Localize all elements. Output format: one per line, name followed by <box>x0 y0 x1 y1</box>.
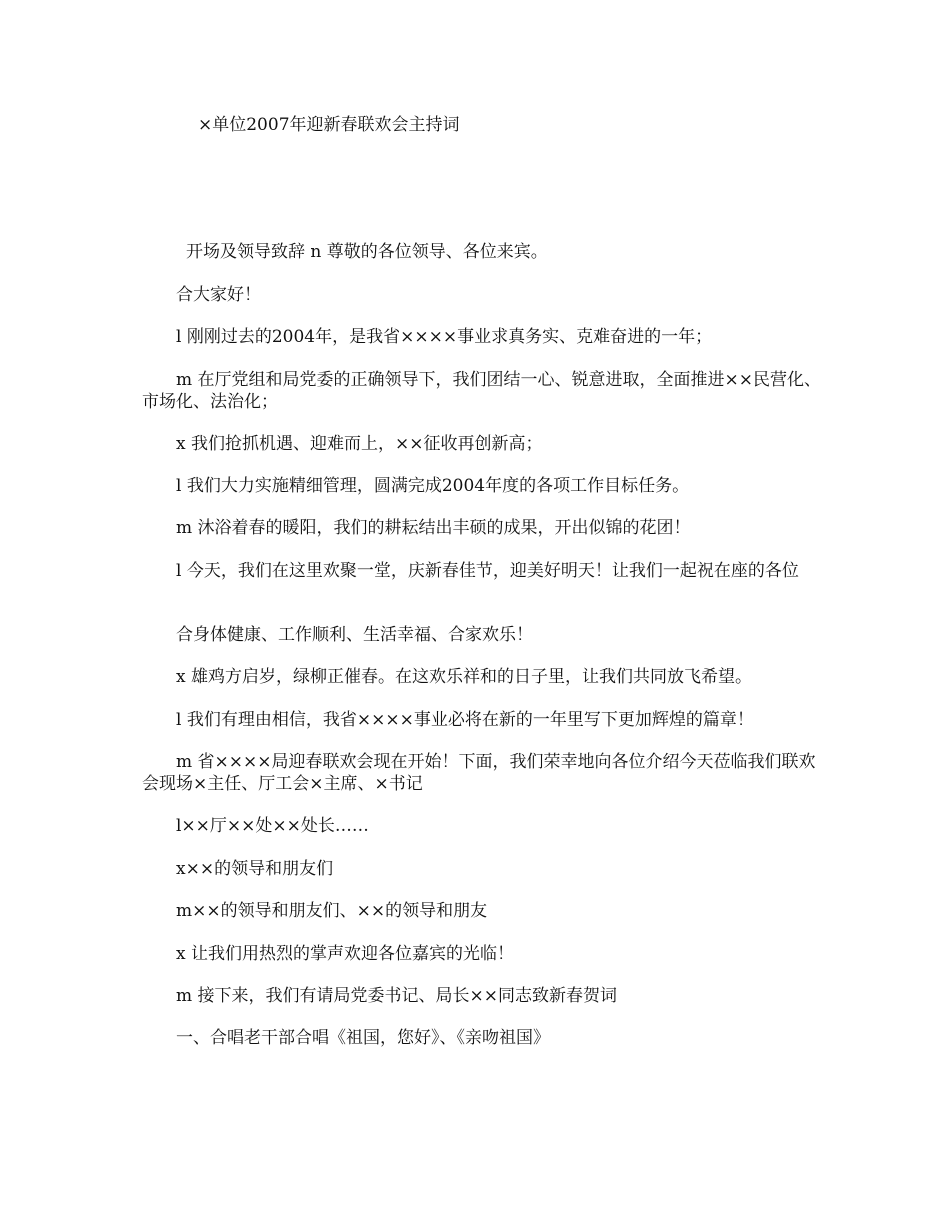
paragraph: x 我们抢抓机遇、迎难而上，××征收再创新高； <box>176 434 543 454</box>
paragraph: 合身体健康、工作顺利、生活幸福、合家欢乐！ <box>176 625 533 645</box>
paragraph-opening: 开场及领导致辞 n 尊敬的各位领导、各位来宾。 <box>186 242 548 262</box>
paragraph: x 雄鸡方启岁，绿柳正催春。在这欢乐祥和的日子里，让我们共同放飞希望。 <box>176 667 752 687</box>
paragraph: 一、合唱老干部合唱《祖国，您好》、《亲吻祖国》 <box>176 1028 550 1048</box>
paragraph: m 在厅党组和局党委的正确领导下，我们团结一心、锐意进取，全面推进××民营化、市场化、法治化； <box>142 370 822 412</box>
paragraph: l××厅××处××处长…… <box>176 816 369 836</box>
paragraph: l 刚刚过去的2004年，是我省××××事业求真务实、克难奋进的一年； <box>176 327 713 347</box>
paragraph: x××的领导和朋友们 <box>176 859 334 879</box>
paragraph: m 接下来，我们有请局党委书记、局长××同志致新春贺词 <box>176 986 618 1006</box>
paragraph: m 省××××局迎春联欢会现在开始！下面，我们荣幸地向各位介绍今天莅临我们联欢会现场×主任、厅工会×主席、×书记 <box>142 752 816 794</box>
paragraph: m 沐浴着春的暖阳，我们的耕耘结出丰硕的成果，开出似锦的花团！ <box>176 518 691 538</box>
paragraph: m××的领导和朋友们、××的领导和朋友 <box>176 901 488 921</box>
paragraph: l 今天，我们在这里欢聚一堂，庆新春佳节，迎美好明天！让我们一起祝在座的各位 <box>176 561 799 581</box>
paragraph: x 让我们用热烈的掌声欢迎各位嘉宾的光临！ <box>176 944 514 964</box>
paragraph: 合大家好！ <box>176 285 261 305</box>
paragraph: l 我们大力实施精细管理，圆满完成2004年度的各项工作目标任务。 <box>176 476 690 496</box>
document-title: ×单位2007年迎新春联欢会主持词 <box>198 115 460 135</box>
paragraph: l 我们有理由相信，我省××××事业必将在新的一年里写下更加辉煌的篇章！ <box>176 710 754 730</box>
